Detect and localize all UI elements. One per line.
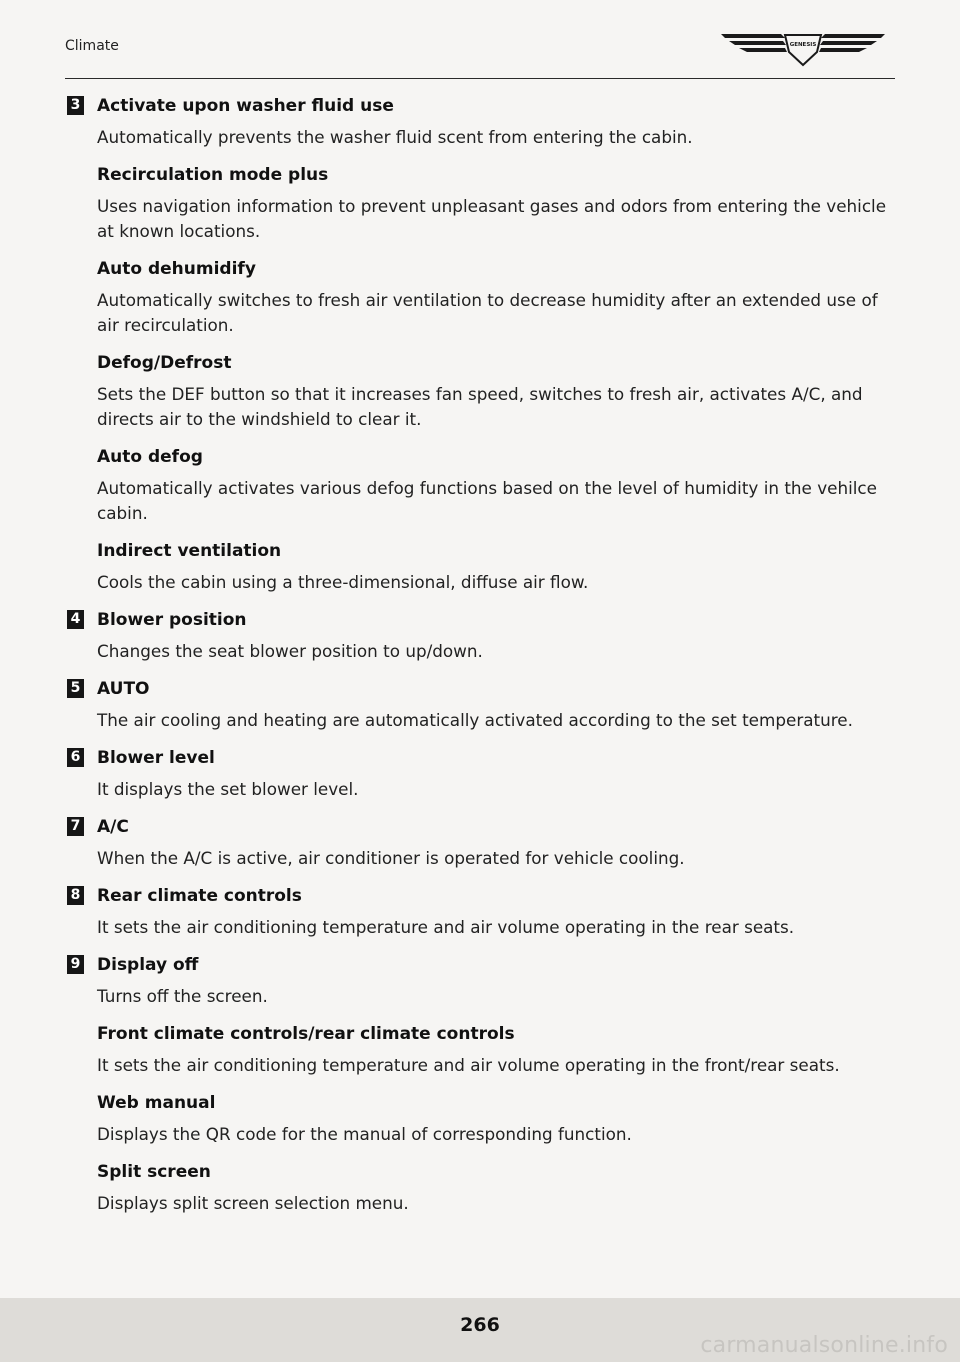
item-number-badge: 7 bbox=[67, 817, 84, 836]
item-description: The air cooling and heating are automatically activated according to the set temperature. bbox=[97, 710, 853, 730]
item-description: Automatically activates various defog functions based on the level of humidity in the vehilce cabin. bbox=[97, 478, 877, 523]
item-description: Turns off the screen. bbox=[97, 986, 268, 1006]
item-title: Blower position bbox=[97, 610, 247, 630]
item-title: Defog/Defrost bbox=[97, 353, 232, 373]
item-title: Split screen bbox=[97, 1162, 211, 1182]
item-description: When the A/C is active, air conditioner is operated for vehicle cooling. bbox=[97, 848, 685, 868]
list-item bbox=[67, 1091, 897, 1147]
list-item bbox=[67, 351, 897, 432]
item-description: Changes the seat blower position to up/down. bbox=[97, 641, 483, 661]
watermark: carmanualsonline.info bbox=[700, 1333, 948, 1358]
item-description: Displays the QR code for the manual of corresponding function. bbox=[97, 1124, 632, 1144]
list-item bbox=[67, 884, 897, 940]
item-title: Recirculation mode plus bbox=[97, 165, 329, 185]
item-number-badge: 3 bbox=[67, 96, 84, 115]
list-item bbox=[67, 539, 897, 595]
item-description: Uses navigation information to prevent unpleasant gases and odors from entering the vehicle at known locations. bbox=[97, 196, 887, 241]
genesis-logo bbox=[719, 30, 887, 68]
item-title: Display off bbox=[97, 955, 199, 975]
item-description: Automatically switches to fresh air ventilation to decrease humidity after an extended use of air recirculation. bbox=[97, 290, 878, 335]
item-number-badge: 9 bbox=[67, 955, 84, 974]
page-header bbox=[65, 0, 895, 79]
list-item bbox=[67, 746, 897, 802]
item-title: Web manual bbox=[97, 1093, 216, 1113]
list-item bbox=[67, 163, 897, 244]
item-description: Sets the DEF button so that it increases fan speed, switches to fresh air, activates A/C, and directs air to the windshield to clear it. bbox=[97, 384, 863, 429]
item-number-badge: 5 bbox=[67, 679, 84, 698]
logo-text: GENESIS bbox=[789, 42, 817, 48]
item-description: It displays the set blower level. bbox=[97, 779, 359, 799]
list-item bbox=[67, 608, 897, 664]
item-title: Activate upon washer fluid use bbox=[97, 96, 394, 116]
list-item bbox=[67, 953, 897, 1009]
item-number-badge: 6 bbox=[67, 748, 84, 767]
item-title: Auto defog bbox=[97, 447, 203, 467]
item-description: Displays split screen selection menu. bbox=[97, 1193, 409, 1213]
page-footer bbox=[0, 1298, 960, 1362]
content-list bbox=[67, 94, 897, 1229]
item-description: It sets the air conditioning temperature and air volume operating in the rear seats. bbox=[97, 917, 795, 937]
item-description: Cools the cabin using a three-dimensional, diffuse air flow. bbox=[97, 572, 589, 592]
item-description: Automatically prevents the washer fluid scent from entering the cabin. bbox=[97, 127, 693, 147]
item-title: Indirect ventilation bbox=[97, 541, 282, 561]
list-item bbox=[67, 815, 897, 871]
item-number-badge: 4 bbox=[67, 610, 84, 629]
item-title: A/C bbox=[97, 817, 129, 837]
item-title: AUTO bbox=[97, 679, 150, 699]
item-title: Auto dehumidify bbox=[97, 259, 256, 279]
list-item bbox=[67, 94, 897, 150]
item-title: Rear climate controls bbox=[97, 886, 302, 906]
list-item bbox=[67, 445, 897, 526]
list-item bbox=[67, 257, 897, 338]
list-item bbox=[67, 1022, 897, 1078]
item-title: Blower level bbox=[97, 748, 215, 768]
section-title: Climate bbox=[65, 38, 119, 54]
list-item bbox=[67, 1160, 897, 1216]
item-description: It sets the air conditioning temperature and air volume operating in the front/rear seats. bbox=[97, 1055, 840, 1075]
item-title: Front climate controls/rear climate controls bbox=[97, 1024, 515, 1044]
item-number-badge: 8 bbox=[67, 886, 84, 905]
list-item bbox=[67, 677, 897, 733]
page-number: 266 bbox=[460, 1314, 500, 1336]
